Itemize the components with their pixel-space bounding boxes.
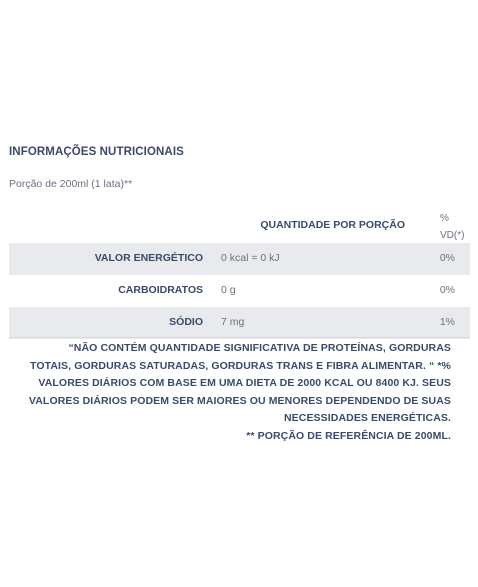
table-row-energy (9, 243, 470, 275)
header-quantity-per-portion: QUANTIDADE POR PORÇÃO (260, 219, 405, 231)
footnote-line: TOTAIS, GORDURAS SATURADAS, GORDURAS TRANS E FIBRA ALIMENTAR. “ *% (30, 359, 451, 372)
row-label: SÓDIO (169, 316, 203, 328)
footnote-line: VALORES DIÁRIOS COM BASE EM UMA DIETA DE 2000 KCAL OU 8400 KJ. SEUS (38, 377, 451, 389)
header-daily-value (440, 210, 474, 244)
row-label: VALOR ENERGÉTICO (94, 252, 203, 264)
row-daily-value: 1% (439, 316, 455, 328)
footnote-line: “NÃO CONTÉM QUANTIDADE SIGNIFICATIVA DE PROTEÍNAS, GORDURAS (68, 342, 451, 354)
header-daily-value-label: VD(*) (440, 230, 465, 241)
footnote-line: NECESSIDADES ENERGÉTICAS. (283, 412, 451, 424)
table-row-sodium (9, 307, 470, 339)
row-daily-value: 0% (439, 284, 455, 296)
row-value: 7 mg (221, 316, 245, 328)
header-daily-value-symbol: % (440, 213, 449, 224)
table-row-carbohydrates (9, 275, 470, 307)
row-daily-value: 0% (439, 252, 455, 264)
row-label: CARBOIDRATOS (118, 284, 203, 296)
portion-size-text: Porção de 200ml (1 lata)** (9, 178, 133, 190)
row-value: 0 g (221, 284, 236, 296)
table-divider (9, 337, 470, 338)
nutrition-section-title: INFORMAÇÕES NUTRICIONAIS (9, 146, 184, 158)
footnote-line: VALORES DIÁRIOS PODEM SER MAIORES OU MENORES DEPENDENDO DE SUAS (28, 394, 451, 407)
row-value: 0 kcal = 0 kJ (221, 252, 280, 264)
footnote-line: ** PORÇÃO DE REFERÊNCIA DE 200ML. (246, 429, 451, 442)
nutrition-footnote (9, 340, 451, 445)
